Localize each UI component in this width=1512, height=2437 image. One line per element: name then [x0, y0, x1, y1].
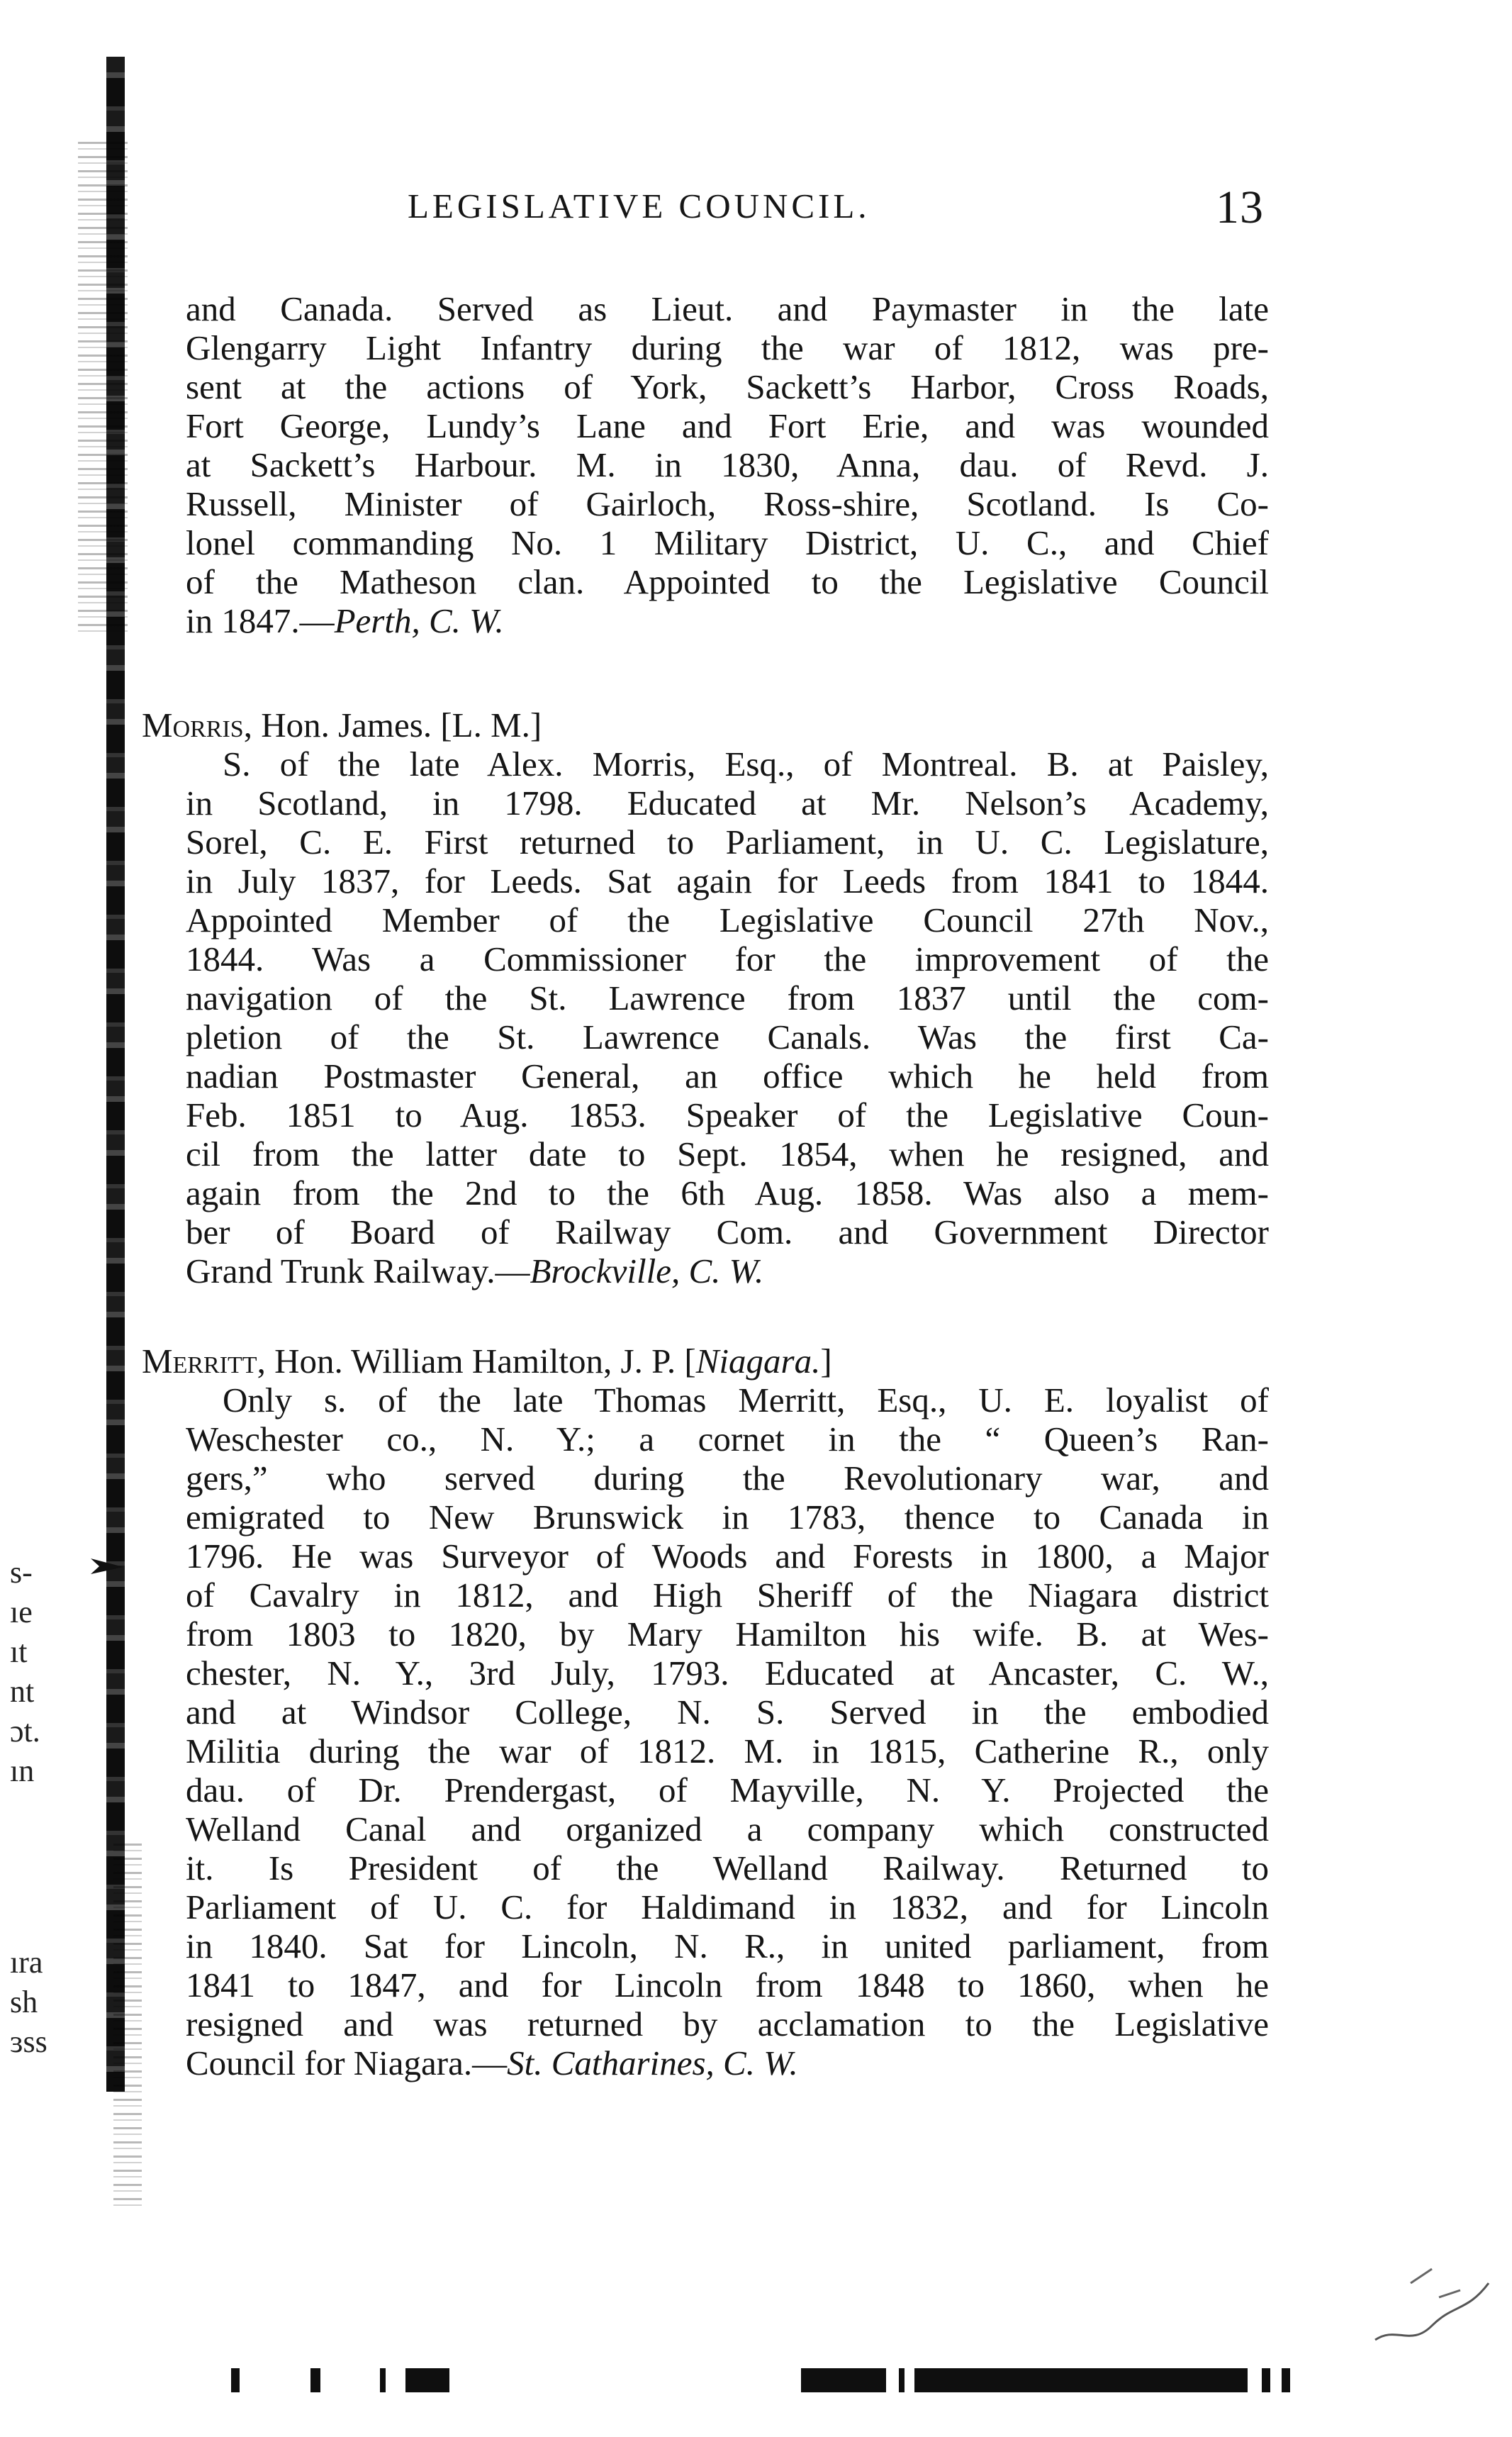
text-line: pletion of the St. Lawrence Canals. Was the first Ca- — [186, 1017, 1269, 1056]
print-mark — [405, 2368, 449, 2392]
print-mark — [310, 2368, 320, 2392]
text-line: in July 1837, for Leeds. Sat again for Leeds from 1841 to 1844. — [186, 861, 1269, 900]
margin-fragment: ın — [10, 1753, 35, 1788]
entry-merritt — [142, 1342, 1269, 2082]
text-line: ber of Board of Railway Com. and Government Director — [186, 1212, 1269, 1251]
text-line: Fort George, Lundy’s Lane and Fort Erie, and was wounded — [186, 406, 1269, 445]
text-line: lonel commanding No. 1 Military District, U. C., and Chief — [186, 523, 1269, 562]
text-line: nadian Postmaster General, an office which he held from — [186, 1056, 1269, 1095]
pencil-scribble-icon — [1368, 2255, 1496, 2361]
text-line: Parliament of U. C. for Haldimand in 1832, and for Lincoln — [186, 1887, 1269, 1926]
margin-fragment: ıe — [10, 1595, 33, 1629]
text-line: gers,” who served during the Revolutionary war, and — [186, 1459, 1269, 1498]
text-line: and Canada. Served as Lieut. and Paymaster in the late — [186, 289, 1269, 328]
gutter-shadow — [78, 142, 128, 638]
entry-surname: Morris — [142, 706, 244, 745]
text-line: Welland Canal and organized a company which constructed — [186, 1809, 1269, 1848]
print-mark — [1262, 2368, 1270, 2392]
text-line: Appointed Member of the Legislative Council 27th Nov., — [186, 900, 1269, 939]
residence-place: Brockville, C. W. — [530, 1251, 764, 1290]
residence-place: Perth, C. W. — [334, 601, 504, 640]
text-line: 1844. Was a Commissioner for the improvement of the — [186, 939, 1269, 978]
text-line: from 1803 to 1820, by Mary Hamilton his wife. B. at Wes- — [186, 1615, 1269, 1654]
print-mark — [899, 2368, 905, 2392]
text-line: Only s. of the late Thomas Merritt, Esq., U. E. loyalist of — [223, 1381, 1269, 1420]
print-mark — [801, 2368, 886, 2392]
margin-fragment: ɔt. — [10, 1714, 40, 1749]
text-line: 1796. He was Surveyor of Woods and Forests in 1800, a Major — [186, 1537, 1269, 1576]
margin-bleed-fragments — [10, 1553, 74, 1791]
margin-fragment: ıra — [10, 1945, 43, 1980]
text-line: at Sackett’s Harbour. M. in 1830, Anna, dau. of Revd. J. — [186, 445, 1269, 484]
margin-fragment: nt — [10, 1674, 35, 1709]
text-fragment: Grand Trunk Railway.— — [186, 1251, 530, 1290]
text-line: Russell, Minister of Gairloch, Ross-shire, Scotland. Is Co- — [186, 484, 1269, 523]
text-line: sent at the actions of York, Sackett’s Harbor, Cross Roads, — [186, 367, 1269, 406]
entry-heading-rest: , Hon. William Hamilton, J. P. [ — [257, 1342, 696, 1381]
entry-continuation — [186, 289, 1269, 640]
text-line: dau. of Dr. Prendergast, of Mayville, N. Y. Projected the — [186, 1770, 1269, 1809]
entry-heading-close: ] — [820, 1342, 832, 1381]
print-mark — [380, 2368, 386, 2392]
page-number: 13 — [1216, 182, 1264, 233]
print-mark — [1282, 2368, 1290, 2392]
print-mark — [231, 2368, 240, 2392]
text-line: and at Windsor College, N. S. Served in the embodied — [186, 1692, 1269, 1731]
text-line: of the Matheson clan. Appointed to the Legislative Council — [186, 562, 1269, 601]
text-line: in Scotland, in 1798. Educated at Mr. Nelson’s Academy, — [186, 783, 1269, 822]
text-line: Sorel, C. E. First returned to Parliament, in U. C. Legislature, — [186, 822, 1269, 861]
margin-fragment: sh — [10, 1985, 38, 2019]
text-line-last — [186, 601, 1269, 640]
entry-heading-place: Niagara. — [695, 1342, 821, 1381]
text-line: of Cavalry in 1812, and High Sheriff of the Niagara district — [186, 1576, 1269, 1615]
text-line: emigrated to New Brunswick in 1783, thence to Canada in — [186, 1498, 1269, 1537]
gutter-shadow-lower — [113, 1844, 142, 2212]
entry-morris — [142, 706, 1269, 1290]
entry-heading-rest: , Hon. James. [L. M.] — [243, 706, 542, 745]
text-fragment: in 1847.— — [186, 601, 335, 640]
text-line: 1841 to 1847, and for Lincoln from 1848 to 1860, when he — [186, 1965, 1269, 2004]
margin-bleed-fragments-lower — [10, 1943, 74, 2062]
margin-fragment: ɜss — [10, 2024, 47, 2059]
entry-heading — [142, 706, 1269, 745]
margin-fragment: ıt — [10, 1634, 28, 1669]
text-line: again from the 2nd to the 6th Aug. 1858. Was also a mem- — [186, 1173, 1269, 1212]
text-line: S. of the late Alex. Morris, Esq., of Montreal. B. at Paisley, — [223, 745, 1269, 783]
residence-place: St. Catharines, C. W. — [507, 2043, 798, 2082]
entry-surname: Merritt — [142, 1342, 257, 1381]
text-line: chester, N. Y., 3rd July, 1793. Educated at Ancaster, C. W., — [186, 1654, 1269, 1692]
text-fragment: Council for Niagara.— — [186, 2043, 508, 2082]
pointer-mark-icon — [89, 1551, 132, 1580]
text-line: cil from the latter date to Sept. 1854, when he resigned, and — [186, 1134, 1269, 1173]
margin-fragment: s- — [10, 1555, 33, 1590]
text-line: in 1840. Sat for Lincoln, N. R., in united parliament, from — [186, 1926, 1269, 1965]
text-line-last — [186, 1251, 1269, 1290]
print-mark — [914, 2368, 1248, 2392]
text-line: Feb. 1851 to Aug. 1853. Speaker of the Legislative Coun- — [186, 1095, 1269, 1134]
text-line-last — [186, 2043, 1269, 2082]
text-line: Weschester co., N. Y.; a cornet in the “ Queen’s Ran- — [186, 1420, 1269, 1459]
entry-heading — [142, 1342, 1269, 1381]
text-line: Glengarry Light Infantry during the war of 1812, was pre- — [186, 328, 1269, 367]
text-line: resigned and was returned by acclamation to the Legislative — [186, 2004, 1269, 2043]
text-line: navigation of the St. Lawrence from 1837 until the com- — [186, 978, 1269, 1017]
running-head: LEGISLATIVE COUNCIL. — [408, 186, 870, 225]
text-line: it. Is President of the Welland Railway. Returned to — [186, 1848, 1269, 1887]
text-line: Militia during the war of 1812. M. in 1815, Catherine R., only — [186, 1731, 1269, 1770]
